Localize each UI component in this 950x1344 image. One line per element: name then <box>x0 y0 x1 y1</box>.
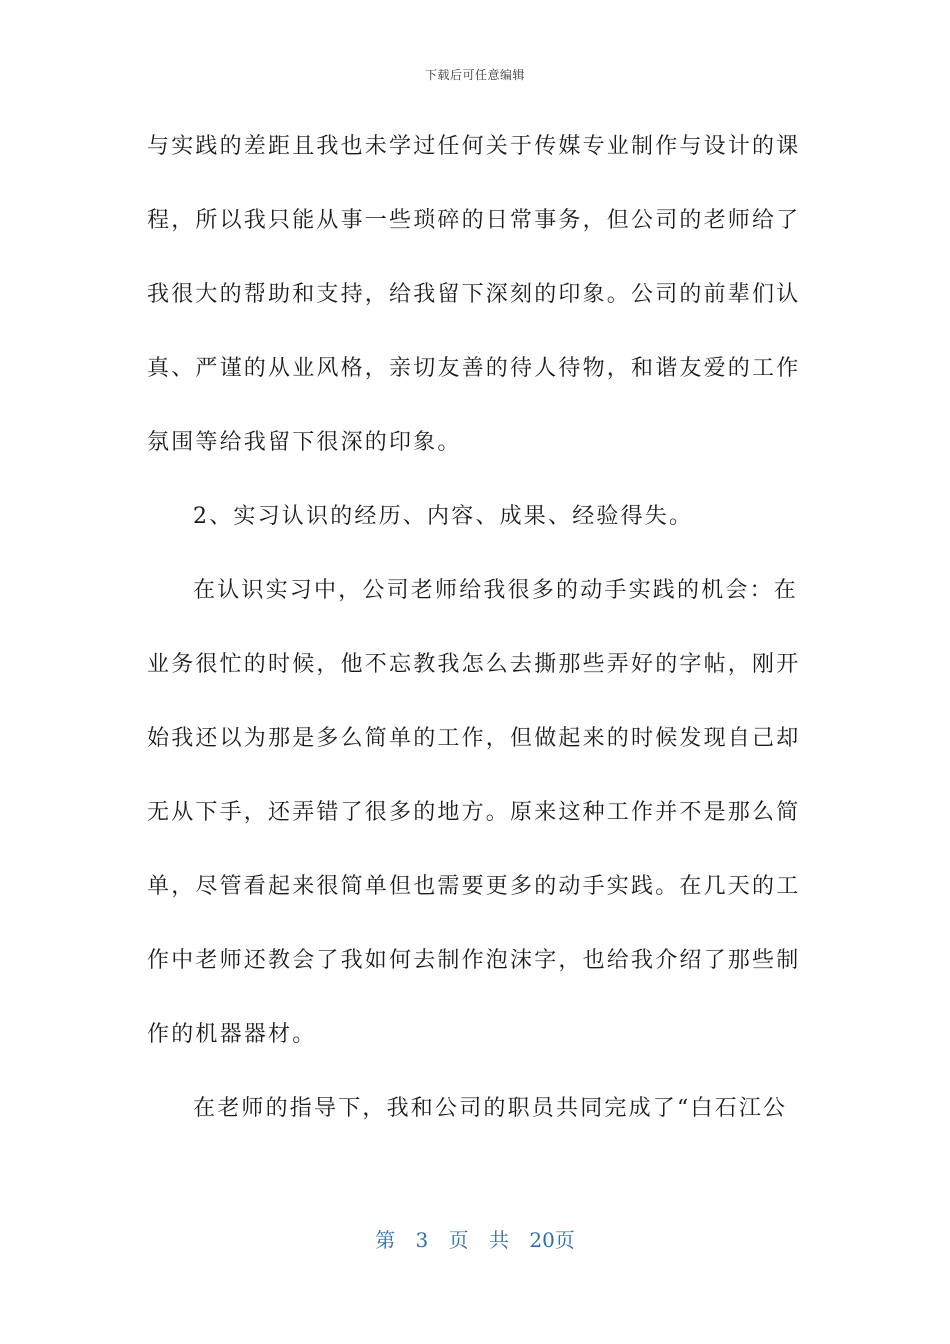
paragraph-line: 始我还以为那是多么简单的工作，但做起来的时候发现自己却 <box>147 726 801 751</box>
paragraph-line: 单，尽管看起来很简单但也需要更多的动手实践。在几天的工 <box>147 874 801 899</box>
paragraph-line: 程，所以我只能从事一些琐碎的日常事务，但公司的老师给了 <box>147 208 801 233</box>
total-pages: 20页 <box>529 1228 575 1252</box>
body-text <box>147 122 803 1158</box>
page-footer <box>0 1224 950 1253</box>
current-page-number: 3 <box>415 1228 429 1252</box>
paragraph-line: 真、严谨的从业风格，亲切友善的待人待物，和谐友爱的工作 <box>147 356 801 381</box>
footer-label-ye: 页 <box>448 1228 469 1252</box>
paragraph-line: 作中老师还教会了我如何去制作泡沫字，也给我介绍了那些制 <box>147 948 801 973</box>
footer-label-gong: 共 <box>489 1228 509 1252</box>
page-header: 下载后可任意编辑 <box>424 68 525 82</box>
paragraph-line: 我很大的帮助和支持，给我留下深刻的印象。公司的前辈们认 <box>147 282 801 307</box>
paragraph-line: 在老师的指导下，我和公司的职员共同完成了“白石江公 <box>193 1096 788 1121</box>
footer-label-di: 第 <box>375 1228 396 1252</box>
section-heading: 2、实习认识的经历、内容、成果、经验得失。 <box>193 504 694 529</box>
paragraph-line: 业务很忙的时候，他不忘教我怎么去撕那些弄好的字帖，刚开 <box>147 652 801 677</box>
paragraph-line: 氛围等给我留下很深的印象。 <box>147 430 462 455</box>
paragraph-line: 在认识实习中，公司老师给我很多的动手实践的机会：在 <box>193 578 799 603</box>
paragraph-line: 作的机器器材。 <box>147 1022 317 1047</box>
paragraph-line: 与实践的差距且我也未学过任何关于传媒专业制作与设计的课 <box>147 134 801 159</box>
paragraph-line: 无从下手，还弄错了很多的地方。原来这种工作并不是那么简 <box>147 800 801 825</box>
